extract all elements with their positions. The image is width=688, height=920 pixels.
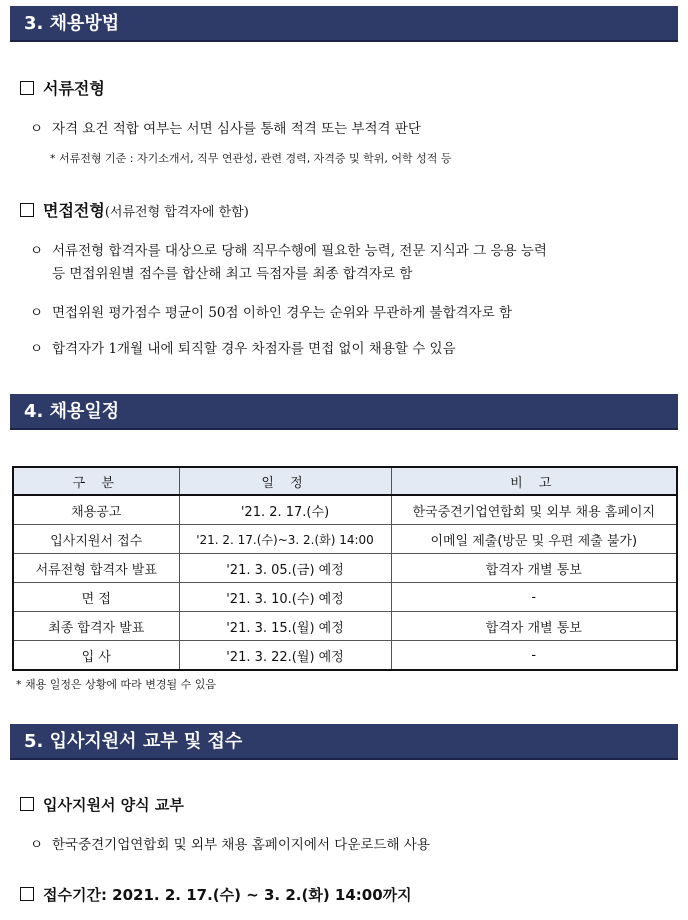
cell-category: 채용공고	[13, 495, 179, 525]
cell-remark: 합격자 개별 통보	[391, 554, 677, 583]
section-title-schedule: 4. 채용일정	[10, 394, 678, 430]
list-item: ㅇ 한국중견기업연합회 및 외부 채용 홈페이지에서 다운로드해 사용	[30, 834, 430, 856]
cell-category: 입 사	[13, 641, 179, 671]
table-header-row	[13, 467, 677, 495]
bullet-icon: ㅇ	[30, 341, 44, 357]
cell-schedule: '21. 2. 17.(수)~3. 2.(화) 14:00	[179, 525, 391, 554]
bullet-icon: ㅇ	[30, 305, 44, 321]
list-item: ㅇ 면접위원 평가점수 평균이 50점 이하인 경우는 순위와 무관하게 불합격자로 함	[30, 302, 512, 324]
cell-remark: 이메일 제출(방문 및 우편 제출 불가)	[391, 525, 677, 554]
heading-interview: 면접전형(서류전형 합격자에 한함)	[20, 198, 249, 221]
cell-remark: -	[391, 641, 677, 671]
section-title-application: 5. 입사지원서 교부 및 접수	[10, 724, 678, 760]
bullet-icon: ㅇ	[30, 243, 44, 259]
cell-schedule: '21. 3. 15.(월) 예정	[179, 612, 391, 641]
list-item: ㅇ 자격 요건 적합 여부는 서면 심사를 통해 적격 또는 부적격 판단	[30, 118, 421, 140]
cell-schedule: '21. 3. 10.(수) 예정	[179, 583, 391, 612]
column-header-remark: 비 고	[391, 467, 677, 495]
cell-remark: 합격자 개별 통보	[391, 612, 677, 641]
list-item: ㅇ 합격자가 1개월 내에 퇴직할 경우 차점자를 면접 없이 채용할 수 있음	[30, 338, 456, 360]
table-row	[13, 525, 677, 554]
cell-category: 입사지원서 접수	[13, 525, 179, 554]
checkbox-icon	[20, 887, 34, 901]
screening-criteria-note: * 서류전형 기준 : 자기소개서, 직무 연관성, 관련 경력, 자격증 및 학위, 어학 성적 등	[50, 152, 452, 165]
cell-category: 면 접	[13, 583, 179, 612]
checkbox-icon	[20, 81, 34, 95]
section-title-recruitment-method: 3. 채용방법	[10, 6, 678, 42]
list-item-continuation: 등 면접위원별 점수를 합산해 최고 득점자를 최종 합격자로 함	[52, 266, 413, 282]
heading-application-period: 접수기간: 2021. 2. 17.(수) ~ 3. 2.(화) 14:00까지	[20, 884, 412, 905]
column-header-schedule: 일 정	[179, 467, 391, 495]
list-item: ㅇ 서류전형 합격자를 대상으로 당해 직무수행에 필요한 능력, 전문 지식과 그 응용 능력	[30, 240, 547, 262]
cell-category: 서류전형 합격자 발표	[13, 554, 179, 583]
bullet-icon: ㅇ	[30, 121, 44, 137]
cell-remark: -	[391, 583, 677, 612]
cell-schedule: '21. 2. 17.(수)	[179, 495, 391, 525]
table-row	[13, 554, 677, 583]
cell-remark: 한국중견기업연합회 및 외부 채용 홈페이지	[391, 495, 677, 525]
table-row	[13, 583, 677, 612]
table-row	[13, 495, 677, 525]
cell-category: 최종 합격자 발표	[13, 612, 179, 641]
column-header-category: 구 분	[13, 467, 179, 495]
cell-schedule: '21. 3. 22.(월) 예정	[179, 641, 391, 671]
bullet-icon: ㅇ	[30, 837, 44, 853]
checkbox-icon	[20, 797, 34, 811]
table-row	[13, 641, 677, 671]
heading-document-screening: 서류전형	[20, 76, 105, 99]
table-row	[13, 612, 677, 641]
cell-schedule: '21. 3. 05.(금) 예정	[179, 554, 391, 583]
heading-application-form: 입사지원서 양식 교부	[20, 794, 184, 815]
schedule-note: * 채용 일정은 상황에 따라 변경될 수 있음	[16, 678, 216, 691]
schedule-table	[12, 466, 678, 671]
checkbox-icon	[20, 203, 34, 217]
